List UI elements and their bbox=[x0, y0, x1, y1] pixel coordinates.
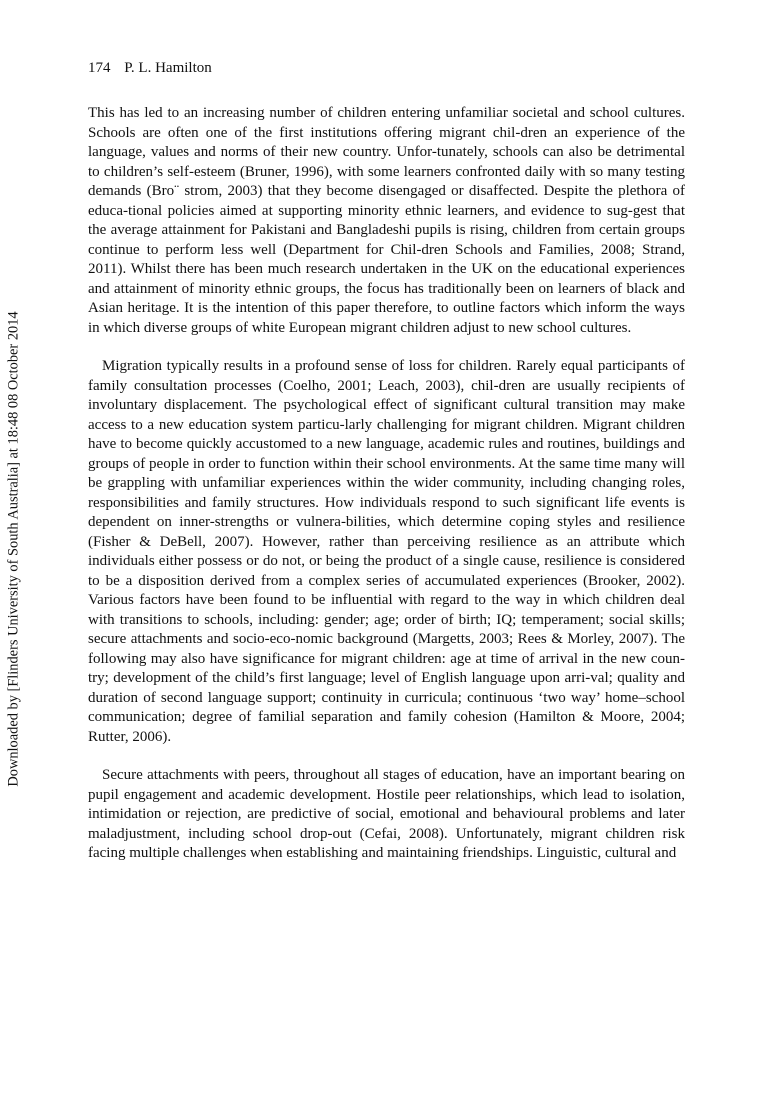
download-watermark bbox=[4, 292, 24, 806]
body-text bbox=[88, 104, 685, 864]
running-header bbox=[88, 60, 212, 77]
paragraph: Migration typically results in a profound sense of loss for children. Rarely equal participants of family consultation processes (Coelho, 2001; Leach, 2003), chil-dren are usually recipients of involuntary displacement. The psychological effect of significant cultural transition may make access to a new education system particu-larly challenging for migrant children. Migrant children have to become quickly accustomed to a new language, academic rules and routines, buildings and groups of people in order to function within their school environments. At the same time many will be grappling with unfamiliar experiences within the wider community, including changing roles, responsibilities and family structures. How individuals respond to such significant life events is dependent on inner-strengths or vulnera-bilities, which determine coping styles and resilience (Fisher & DeBell, 2007). However, rather than perceiving resilience as an attribute which individuals either possess or do not, or being the product of a single cause, resilience is considered to be a disposition derived from a complex series of accumulated experiences (Brooker, 2002). Various factors have been found to be influential with regard to the way in which children deal with transitions to schools, including: gender; age; order of birth; IQ; temperament; social skills; secure attachments and socio-eco-nomic background (Margetts, 2003; Rees & Morley, 2007). The following may also have significance for migrant children: age at time of arrival in the new coun-try; development of the child’s first language; level of English language upon arri-val; quality and duration of second language support; continuity in curricula; continuous ‘two way’ home–school communication; degree of familial separation and family cohesion (Hamilton & Moore, 2004; Rutter, 2006). bbox=[88, 358, 685, 745]
paragraph: Secure attachments with peers, throughout all stages of education, have an important bearing on pupil engagement and academic development. Hostile peer relationships, which lead to isolation, intimidation or rejection, are predictive of social, emotional and behavioural problems and later maladjustment, including school drop-out (Cefai, 2008). Unfortunately, migrant children risk facing multiple challenges when establishing and maintaining friendships. Linguistic, cultural and bbox=[88, 767, 685, 861]
running-head: P. L. Hamilton bbox=[124, 60, 212, 76]
paragraph: This has led to an increasing number of children entering unfamiliar societal and school cultures. Schools are often one of the first institutions offering migrant chil-dren an experience of the language, values and norms of their new country. Unfor-tunately, schools can also be detrimental to children’s self-esteem (Bruner, 1996), with some learners confronted daily with so many testing demands (Bro¨ strom, 2003) that they become disengaged or disaffected. Despite the plethora of educa-tional policies aimed at supporting minority ethnic learners, and evidence to sug-gest that the average attainment for Pakistani and Bangladeshi pupils is rising, children from certain groups continue to perform less well (Department for Chil-dren Schools and Families, 2008; Strand, 2011). Whilst there has been much research undertaken in the UK on the educational experiences and attainment of minority ethnic groups, the focus has traditionally been on learners of black and Asian heritage. It is the intention of this paper therefore, to outline factors which inform the ways in which diverse groups of white European migrant children adjust to new school cultures. bbox=[88, 105, 685, 336]
download-note: Downloaded by [Flinders University of South Australia] at 18:48 08 October 2014 bbox=[5, 311, 22, 787]
page-number: 174 bbox=[88, 60, 111, 76]
